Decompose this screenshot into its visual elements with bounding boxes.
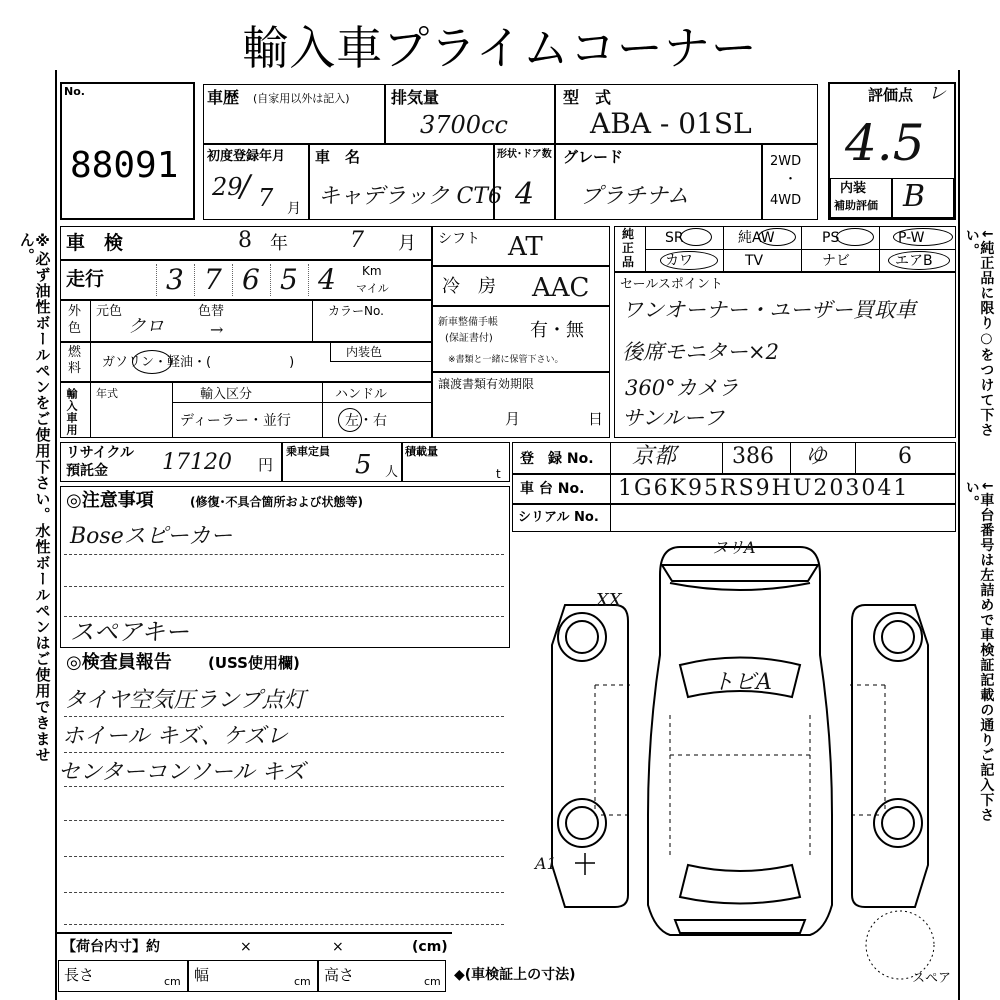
spare-label: スペア (912, 971, 952, 986)
model-type-value: ABA - 01SL (590, 107, 752, 140)
car-diagram (520, 535, 960, 995)
mileage-digit: 7 (204, 263, 222, 296)
front-bumper (662, 565, 818, 581)
shaken-year-unit: 年 (270, 233, 288, 254)
mileage-unit-mile: マイル (356, 282, 389, 295)
drive-dot: ・ (784, 172, 798, 187)
cargo-height-cm: cm (424, 975, 441, 988)
car-name-value: キャデラック CT6 (318, 184, 503, 209)
cargo-arrow-note: ◆(車検証上の寸法) (454, 967, 576, 983)
circle-mark (680, 228, 712, 246)
mileage-digit: 4 (318, 263, 336, 296)
inspector-label: ◎検査員報告 (66, 652, 172, 673)
first-reg-month-unit: 月 (287, 201, 301, 217)
sales-points-label: セールスポイント (620, 277, 723, 292)
ac-value: AAC (532, 273, 590, 303)
sales-point-line: ワンオーナー・ユーザー買取車 (622, 298, 916, 322)
import-category-label: 輸入区分 (200, 387, 253, 402)
shaken-year: 8 (238, 228, 252, 253)
grade-value: プラチナム (580, 184, 689, 209)
cargo-length-cm: cm (164, 975, 181, 988)
inspector-line: タイヤ空気圧ランプ点灯 (64, 688, 306, 713)
score-mark: レ (928, 83, 946, 104)
interior-label-2: 補助評価 (834, 199, 878, 212)
mileage-unit-km: Km (362, 264, 382, 278)
recycle-label-1: リサイクル (66, 445, 135, 461)
genuine-item-aw[interactable]: 純AW (738, 230, 775, 246)
first-reg-label: 初度登録年月 (207, 149, 286, 164)
genuine-item-ps[interactable]: PS (822, 230, 840, 246)
ac-label: 冷 房 (442, 276, 496, 297)
interior-label-1: 内装 (840, 181, 867, 196)
mark-front-left: XX (596, 590, 622, 611)
cargo-length-label: 長さ (64, 966, 95, 984)
cargo-width-label: 幅 (194, 966, 210, 984)
genuine-item-navi[interactable]: ナビ (822, 253, 850, 269)
sales-point-line: 360°カメラ (625, 376, 739, 400)
color-no-label: カラーNo. (328, 304, 384, 318)
first-reg-month: 7 (258, 184, 274, 212)
model-type-label: 型 式 (563, 88, 612, 107)
color-side-1: 外 (68, 304, 82, 319)
lot-number: 88091 (70, 145, 179, 186)
circle-mark (758, 228, 796, 246)
repaint-value: → (210, 320, 224, 339)
chassis-value: 1G6K95RS9HU203041 (618, 476, 910, 501)
shaken-month: 7 (350, 228, 364, 253)
fuel-options[interactable]: ガソリン・軽油・( ) (102, 355, 295, 370)
score-value: 4.5 (845, 114, 925, 172)
fuel-gasoline-circle (132, 350, 172, 374)
transfer-day: 日 (588, 410, 604, 428)
handle-left-circle (338, 408, 362, 432)
load-unit: t (496, 467, 501, 481)
interior-value: B (903, 179, 926, 214)
cargo-unit: (cm) (412, 939, 448, 955)
inspector-sub: (USS使用欄) (208, 654, 300, 672)
circle-mark (836, 228, 874, 246)
manual-label-2: (保証書付) (445, 333, 493, 344)
cargo-height-label: 高さ (324, 966, 355, 984)
manual-label-1: 新車整備手帳 (438, 317, 498, 328)
notes-sub: (修復･不具合箇所および状態等) (190, 495, 363, 509)
registration-label: 登 録 No. (520, 451, 594, 467)
no-label: No. (64, 85, 85, 98)
fuel-side-2: 料 (68, 361, 82, 376)
import-year-label: 年式 (96, 387, 118, 400)
load-label: 積載量 (405, 445, 438, 458)
genuine-side-3: 品 (622, 255, 635, 269)
rear-window (680, 865, 800, 904)
grade-label: グレード (563, 148, 624, 166)
mileage-digit: 3 (166, 263, 184, 296)
outer-frame-left (55, 70, 57, 1000)
mark-top: ヌリA (712, 538, 756, 557)
recycle-label-2: 預託金 (66, 463, 108, 479)
mark-rear: A1 (535, 854, 557, 873)
circle-mark (888, 251, 950, 270)
mileage-digit: 5 (280, 263, 298, 296)
drive-4wd[interactable]: 4WD (770, 193, 802, 208)
notes-line: スペアキー (70, 618, 190, 646)
original-color-value: クロ (128, 316, 164, 337)
sales-point-line: 後席モニター×2 (622, 340, 779, 364)
displacement-label: 排気量 (391, 88, 440, 107)
displacement-value: 3700cc (420, 111, 508, 139)
history-note: (自家用以外は記入) (253, 92, 350, 105)
chassis-label: 車 台 No. (520, 481, 585, 497)
serial-label: シリアル No. (518, 510, 599, 525)
recycle-value: 17120 (162, 450, 232, 475)
inspector-line: ホイール キズ、ケズレ (62, 724, 288, 749)
registration-area: 京都 (632, 444, 677, 469)
transfer-label: 譲渡書類有効期限 (438, 377, 535, 391)
cargo-width-cm: cm (294, 975, 311, 988)
genuine-item-leather[interactable]: カワ (665, 253, 693, 269)
doors-label: 形状･ドア数 (497, 149, 552, 160)
notes-label: ◎注意事項 (66, 490, 154, 511)
import-side-label: 輸入車用 (65, 388, 78, 436)
genuine-side-1: 純 (622, 227, 635, 241)
left-side-note: ※必ず油性ボールペンをご使用下さい。水性ボールペンはご使用できません。 (17, 232, 52, 763)
capacity-unit: 人 (385, 465, 399, 480)
circle-mark (660, 251, 718, 270)
genuine-item-tv[interactable]: TV (745, 253, 764, 269)
notes-line: Boseスピーカー (70, 524, 233, 549)
circle-mark (893, 228, 953, 246)
right-side-note-genuine: ↓純正品に限り○をつけて下さい。 (963, 228, 995, 438)
spare-tire (866, 911, 934, 979)
mileage-digits (118, 262, 350, 298)
mark-roof: トビA (712, 670, 772, 695)
sales-point-line: サンルーフ (622, 406, 725, 430)
repaint-label: 色替 (198, 304, 225, 319)
cargo-label: 【荷台内寸】約 (62, 939, 160, 955)
score-label: 評価点 (868, 86, 914, 104)
transfer-month: 月 (505, 410, 521, 428)
color-side-2: 色 (68, 321, 82, 336)
rear-bumper (675, 920, 805, 933)
doors-value: 4 (515, 177, 535, 212)
shaken-month-unit: 月 (398, 233, 416, 254)
cargo-x2: × (332, 939, 344, 955)
registration-class: 386 (732, 444, 774, 469)
registration-kana: ゆ (805, 444, 828, 469)
fuel-side-1: 燃 (68, 345, 82, 360)
page-title: 輸入車プライムコーナー (242, 21, 758, 75)
genuine-side-2: 正 (622, 241, 635, 255)
first-reg-slash: / (240, 169, 251, 204)
original-color-label: 元色 (96, 304, 123, 319)
genuine-item-sr[interactable]: SR (665, 230, 684, 246)
handle-label: ハンドル (335, 387, 388, 402)
cargo-x1: × (240, 939, 252, 955)
genuine-item-airbag[interactable]: エアB (895, 253, 933, 269)
mileage-label: 走行 (66, 268, 105, 290)
shaken-label: 車 検 (66, 232, 124, 254)
drive-2wd[interactable]: 2WD (770, 154, 802, 169)
shift-value: AT (508, 232, 543, 262)
first-reg-year: 29 (212, 173, 243, 201)
registration-number: 6 (898, 444, 912, 469)
recycle-unit: 円 (258, 456, 274, 474)
manual-note: ※書類と一緒に保管下さい。 (448, 355, 564, 365)
capacity-label: 乗車定員 (286, 445, 330, 458)
history-label: 車歴 (207, 88, 240, 107)
car-name-label: 車 名 (315, 148, 361, 166)
handle-options[interactable]: 左・右 (345, 413, 387, 429)
genuine-item-pw[interactable]: P-W (898, 230, 925, 246)
inspector-line: センターコンソール キズ (58, 760, 306, 785)
manual-options[interactable]: 有・無 (530, 320, 584, 341)
interior-color-label: 内装色 (346, 345, 383, 359)
mileage-digit: 6 (242, 263, 260, 296)
right-side-note-chassis: ↓車台番号は左詰めで車検証記載の通りご記入下さい。 (963, 480, 995, 823)
capacity-value: 5 (355, 450, 372, 480)
car-body (648, 547, 832, 935)
shift-label: シフト (438, 231, 480, 247)
import-category-options[interactable]: ディーラー・並行 (180, 413, 291, 429)
